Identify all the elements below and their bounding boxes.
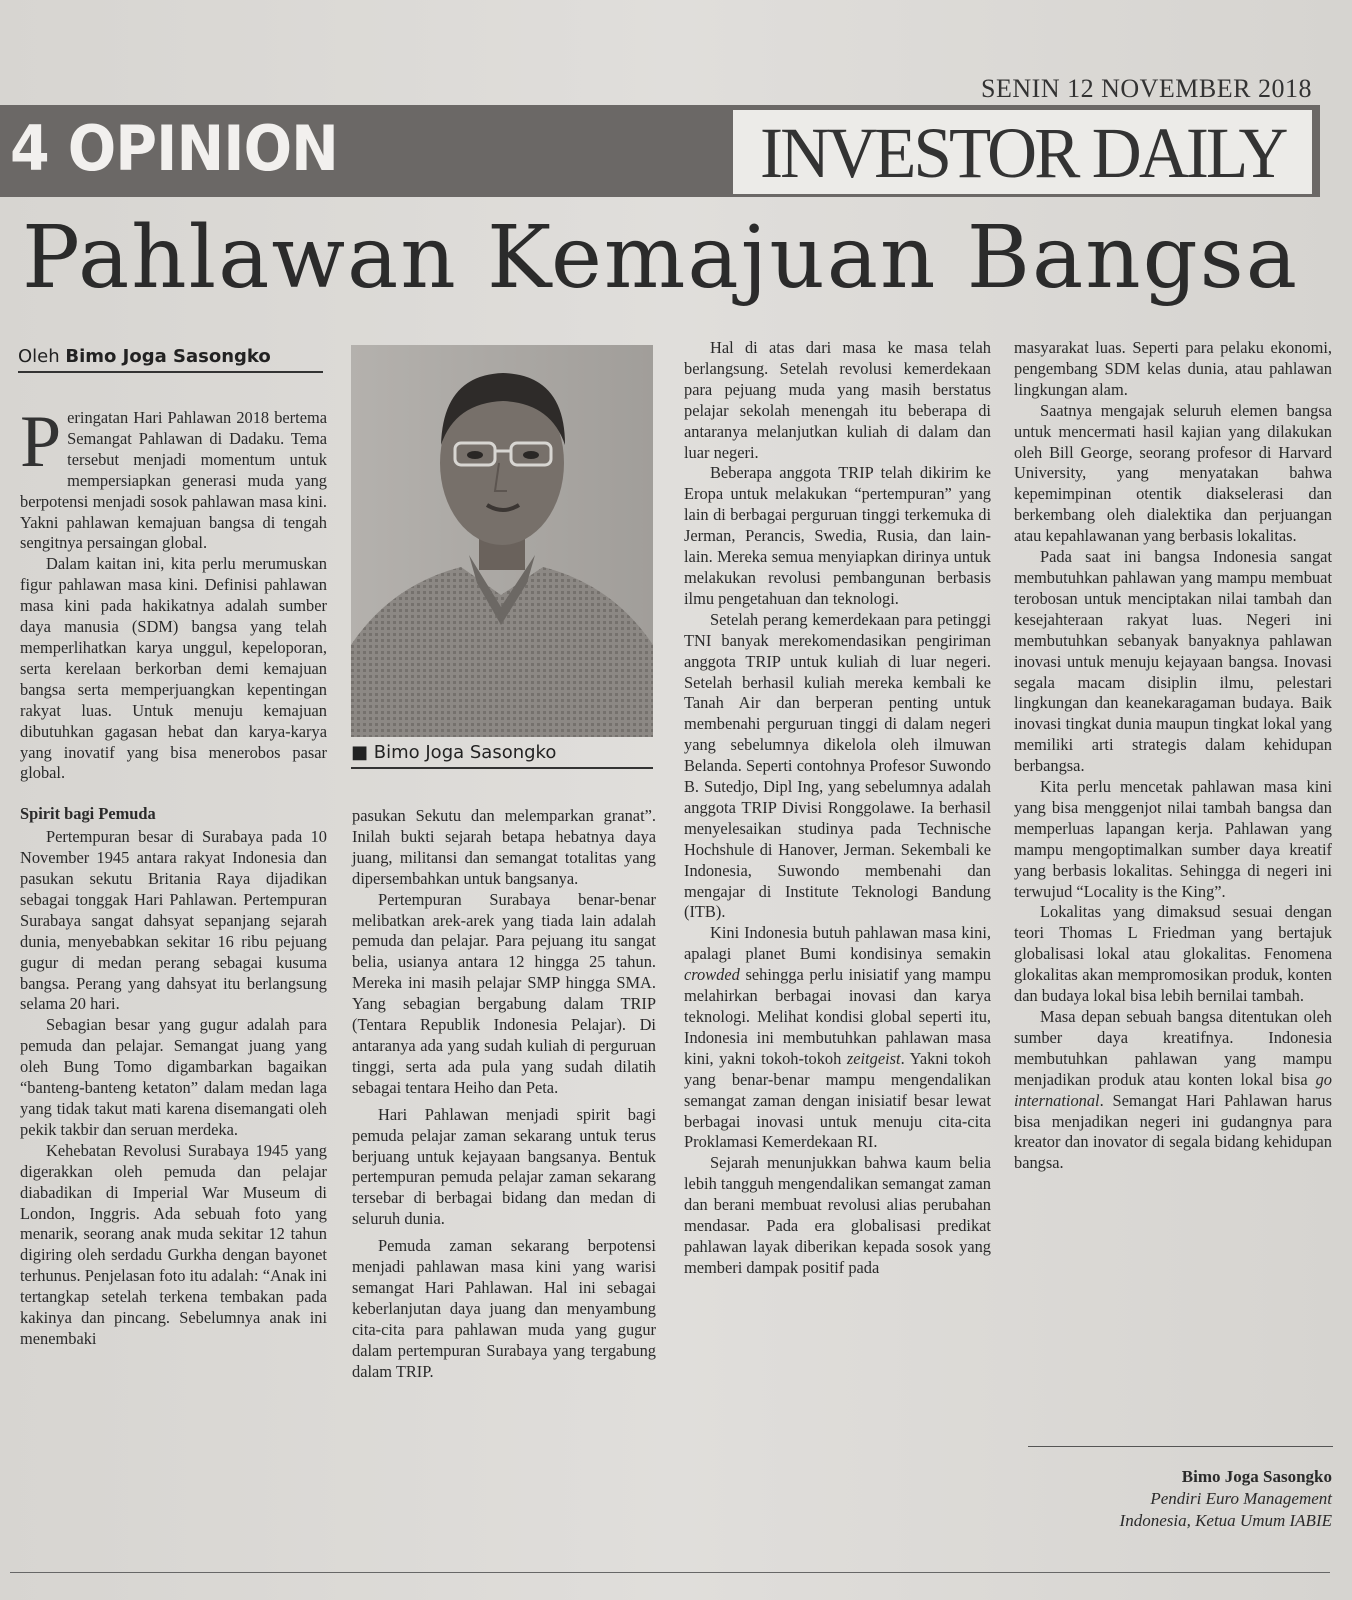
paragraph-text: . Yakni tokoh yang benar-benar mampu mengendalikan semangat zaman dengan inisiatif besar lewat berbagai inovasi untuk menuju cita-cita Proklamasi Kemerdekaan RI. <box>684 1048 991 1152</box>
paragraph: pasukan Sekutu dan melemparkan granat”. Inilah bukti sejarah betapa hebatnya daya juang, militansi dan semangat totalitas yang dipersembahkan untuk bangsanya. <box>352 806 656 888</box>
signature-divider <box>1028 1446 1333 1447</box>
emphasis-text: go international <box>1014 1069 1332 1110</box>
paragraph-text: Kini Indonesia butuh pahlawan masa kini, apalagi planet Bumi kondisinya semakin <box>684 923 991 964</box>
paragraph-text: sehingga perlu inisiatif yang mampu melahirkan berbagai inovasi dan karya teknologi. Melihat kondisi global seperti itu, Indonesia ini membutuhkan pahlawan masa kini, yakni tokoh-tokoh <box>684 965 991 1068</box>
column-1 <box>20 401 327 1350</box>
paragraph: Kita perlu mencetak pahlawan masa kini yang bisa menggenjot nilai tambah bangsa dan memperluas lapangan kerja. Pahlawan yang mampu mengoptimalkan sumber daya kreatif yang berbasis lokalitas. Sehingga di negeri ini terwujud “Locality is the King”. <box>1014 777 1332 901</box>
masthead-logo <box>733 110 1312 194</box>
paragraph: Sebagian besar yang gugur adalah para pemuda dan pelajar. Semangat juang yang oleh Bung Tomo digambarkan bagaikan “banteng-banteng ketaton” dalam medan laga yang tidak takut mati karena disemangati oleh pekik takbir dan seruan merdeka. <box>20 1015 327 1139</box>
paragraph: Setelah perang kemerdekaan para petinggi TNI banyak merekomendasikan pengiriman anggota TRIP untuk kuliah di luar negeri. Setelah berhasil kuliah mereka kembali ke Tanah Air dan berperan penting untuk membenahi perguruan tinggi di dalam negeri yang sebelumnya dikelola oleh ilmuwan Belanda. Seperti contohnya Profesor Suwondo B. Sutedjo, Dipl Ing, yang sebelumnya adalah anggota TRIP Divisi Ronggolawe. Ia berhasil menyelesaikan studinya pada Technische Hochshule di Hanover, Jerman. Sekembali ke Indonesia, Suwondo membenahi dan mengajar di Institute Teknologi Bandung (ITB). <box>684 609 991 922</box>
drop-cap: P <box>20 401 62 483</box>
paragraph-text: . Semangat Hari Pahlawan harus bisa menjadikan negeri ini gudangnya para kreator dan inovator di segala bidang kehidupan bangsa. <box>1014 1090 1332 1173</box>
paragraph: Lokalitas yang dimaksud sesuai dengan teori Thomas L Friedman yang bertajuk globalisasi lokal atau glokalitas. Fenomena glokalitas akan mempromosikan produk, konten dan budaya lokal bisa lebih bernilai tambah. <box>1014 902 1332 1006</box>
paragraph: Dalam kaitan ini, kita perlu merumuskan figur pahlawan masa kini. Definisi pahlawan masa kini pada hakikatnya adalah sumber daya manusia (SDM) bangsa yang telah memperlihatkan karya unggul, kepeloporan, serta kerelaan berkorban demi kemajuan bangsa serta memperjuangkan kepentingan rakyat luas. Untuk menuju kemajuan dibutuhkan gagasan hebat dan karya-karya yang inovatif yang bisa menerobos pasar global. <box>20 554 327 783</box>
bottom-rule <box>10 1572 1330 1573</box>
paragraph-text: eringatan Hari Pahlawan 2018 bertema Semangat Pahlawan di Dadaku. Tema tersebut menjadi momentum untuk mempersiapkan generasi muda yang berpotensi menjadi sosok pahlawan masa kini. Yakni pahlawan kemajuan bangsa di tengah sengitnya persaingan global. <box>20 408 327 553</box>
column-3 <box>684 338 991 1279</box>
paragraph: Hari Pahlawan menjadi spirit bagi pemuda pelajar zaman sekarang untuk terus berjuang untuk kejayaan bangsanya. Bentuk pertempuran pemuda pelajar zaman sekarang tersebar di berbagai bidang dan medan di seluruh dunia. <box>352 1104 656 1229</box>
paragraph: Hal di atas dari masa ke masa telah berlangsung. Setelah revolusi kemerdekaan para pejuang muda yang masih berstatus pelajar sekolah menengah itu beberapa di antaranya melanjutkan kuliah di dalam dan luar negeri. <box>684 338 991 462</box>
emphasis-text: zeitgeist <box>846 1048 901 1068</box>
paragraph <box>1014 1007 1332 1174</box>
subheading: Spirit bagi Pemuda <box>20 804 156 824</box>
caption-text: Bimo Joga Sasongko <box>373 742 557 763</box>
signature-role: Pendiri Euro Management <box>1150 1489 1332 1508</box>
paragraph: Saatnya mengajak seluruh elemen bangsa untuk mencermati hasil kajian yang dilakukan oleh Bill George, seorang profesor di Harvard University, yang menyatakan bahwa kepemimpinan otentik diakselerasi dan berkembang oleh dialektika dan perjuangan atau kepahlawanan yang berbasis lokalitas. <box>1014 400 1332 546</box>
paragraph: Beberapa anggota TRIP telah dikirim ke Eropa untuk melakukan “pertempuran” yang lain di berbagai perguruan tinggi terkemuka di Jerman, Perancis, Swedia, Rusia, dan lain-lain. Mereka semua menyiapkan dirinya untuk melakukan revolusi pembangunan berbasis ilmu pengetahuan dan teknologi. <box>684 463 991 608</box>
section-label: 4 OPINION <box>10 112 338 185</box>
paragraph-text: Masa depan sebuah bangsa ditentukan oleh sumber daya kreatifnya. Indonesia membutuhkan pahlawan yang mampu menjadikan produk atau konten lokal bisa <box>1014 1007 1332 1089</box>
paragraph: Pertempuran Surabaya benar-benar melibatkan arek-arek yang tiada lain adalah pemuda dan pelajar. Para pejuang itu sangat belia, usianya antara 12 hingga 25 tahun. Mereka ini masih pelajar SMP hingga SMA. Yang sebagian bergabung dalam TRIP (Tentara Republik Indonesia Pelajar). Di antaranya ada yang sudah kuliah di perguruan tinggi, serta ada pula yang sudah dilatih sebagai tentara Heiho dan Peta. <box>352 889 656 1097</box>
masthead-text: INVESTOR DAILY <box>759 112 1286 193</box>
column-4 <box>1014 338 1332 1174</box>
paragraph: masyarakat luas. Seperti para pelaku ekonomi, pengembang SDM kelas dunia, atau pahlawan lingkungan alam. <box>1014 338 1332 399</box>
byline <box>18 346 323 373</box>
paragraph: Pada saat ini bangsa Indonesia sangat membutuhkan pahlawan yang mampu membuat terobosan untuk menciptakan nilai tambah dan kesejahteraan rakyat luas. Negeri ini membutuhkan sebanyak banyaknya pahlawan inovasi untuk menuju kejayaan bangsa. Inovasi segala macam disiplin ilmu, pelestari lingkungan dan keanekaragaman budaya. Baik inovasi tingkat dunia maupun tingkat lokal yang memiliki arti strategis dalam kehidupan berbangsa. <box>1014 547 1332 776</box>
signature-role: Indonesia, Ketua Umum IABIE <box>1119 1511 1332 1530</box>
paragraph: Sejarah menunjukkan bahwa kaum belia lebih tangguh mengendalikan semangat zaman dan berani membuat revolusi alias perubahan mendasar. Pada era globalisasi predikat pahlawan layak diberikan kepada sosok yang memberi dampak positif pada <box>684 1153 991 1277</box>
paragraph: Kehebatan Revolusi Surabaya 1945 yang digerakkan oleh pemuda dan pelajar diabadikan di Imperial War Museum di London, Inggris. Ada sebuah foto yang menarik, seorang anak muda sekitar 12 tahun digiring oleh serdadu Gurkha dengan bayonet terhunus. Penjelasan foto itu adalah: “Anak ini tertangkap setelah terkena tembakan pada kakinya dan pincang. Sebelumnya anak ini menembaki <box>20 1140 327 1348</box>
byline-prefix: Oleh <box>18 346 60 367</box>
author-portrait-image <box>351 345 653 737</box>
article-headline: Pahlawan Kemajuan Bangsa <box>22 208 1300 308</box>
photo-caption <box>351 742 653 769</box>
square-bullet-icon: ■ <box>351 742 369 763</box>
issue-date: SENIN 12 NOVEMBER 2018 <box>981 74 1312 103</box>
signature-name: Bimo Joga Sasongko <box>1181 1467 1332 1486</box>
author-signature <box>1012 1466 1332 1532</box>
author-photo <box>351 345 653 737</box>
paragraph <box>684 923 991 1153</box>
paragraph: Pertempuran besar di Surabaya pada 10 November 1945 antara rakyat Indonesia dan pasukan sekutu Britania Raya dijadikan sebagai tonggak Hari Pahlawan. Pertempuran Surabaya sangat dahsyat sepanjang sejarah dunia, menyebabkan sekitar 16 ribu pejuang gugur di medan perang sebagai kusuma bangsa. Perang yang dahsyat itu berlangsung selama 20 hari. <box>20 827 327 1014</box>
paragraph: Pemuda zaman sekarang berpotensi menjadi pahlawan masa kini yang warisi semangat Hari Pahlawan. Hal ini sebagai keberlanjutan daya juang dan menyambung cita-cita para pahlawan muda yang gugur dalam pertempuran Surabaya yang tergabung dalam TRIP. <box>352 1236 656 1381</box>
byline-author: Bimo Joga Sasongko <box>65 346 271 367</box>
paragraph <box>20 401 327 554</box>
emphasis-text: crowded <box>684 965 740 985</box>
column-2 <box>352 806 656 1382</box>
